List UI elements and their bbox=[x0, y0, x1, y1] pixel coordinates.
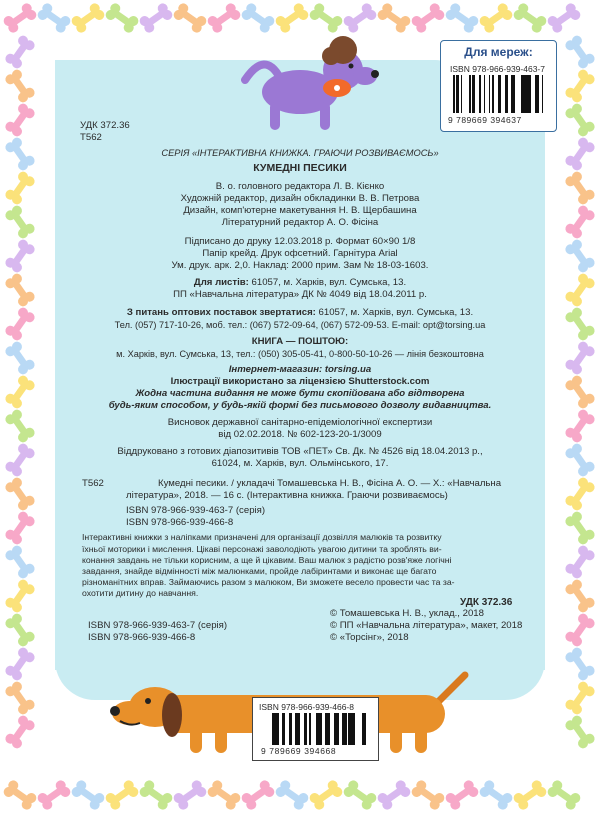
annotation-line: їхньої моторики і мислення. Цікаві персонажі заволодіють увагою дитини та зроблять ви- bbox=[82, 544, 442, 554]
copy-warning: будь-яким способом, у будь-якій формі без письмового дозволу видавництва. bbox=[108, 400, 492, 411]
barcode-bar bbox=[272, 713, 274, 745]
barcode-bar bbox=[325, 713, 326, 745]
bone-decoration bbox=[3, 102, 36, 139]
annotation-line: різноманітних вправ. Займаючись разом з малюком, Ви зможете весело провести час та за- bbox=[82, 577, 455, 587]
bone-decoration bbox=[70, 778, 107, 811]
bone-decoration bbox=[342, 778, 379, 811]
bone-decoration bbox=[3, 340, 36, 377]
isbn-top-digits: 9 789669 394637 bbox=[448, 115, 522, 125]
credit-line: Дизайн, комп'ютерне макетування Н. В. Щербашина bbox=[183, 205, 417, 216]
barcode-bar bbox=[521, 75, 522, 113]
barcode-bar bbox=[350, 713, 352, 745]
catalog-code: Т562 bbox=[82, 478, 104, 489]
bone-decoration bbox=[563, 374, 596, 411]
bone-decoration bbox=[3, 442, 36, 479]
bone-decoration bbox=[444, 778, 481, 811]
catalog-isbn: ISBN 978-966-939-463-7 (серія) bbox=[126, 505, 266, 516]
mail-label: КНИГА — ПОШТОЮ: bbox=[251, 336, 349, 347]
bone-decoration bbox=[3, 680, 36, 717]
credit-line: В. о. головного редактора Л. В. Кієнко bbox=[215, 181, 385, 192]
bone-decoration bbox=[546, 778, 583, 811]
license-line: Ілюстрації використано за ліцензією Shutterstock.com bbox=[170, 376, 430, 387]
bone-decoration bbox=[3, 374, 36, 411]
annotation-line: конання завдань не тільки корисним, а ще й цікавим. Ваш малюк з радістю розв'яже логічні bbox=[82, 555, 452, 565]
barcode-bar bbox=[461, 75, 462, 113]
bone-decoration bbox=[563, 442, 596, 479]
bone-decoration bbox=[3, 34, 36, 71]
print-line: Підписано до друку 12.03.2018 р. Формат 60×90 1/8 bbox=[184, 236, 416, 247]
barcode-bar bbox=[337, 713, 339, 745]
barcode-bar bbox=[538, 75, 539, 113]
bone-decoration bbox=[563, 272, 596, 309]
barcode-bar bbox=[489, 75, 490, 113]
barcode-bar bbox=[492, 75, 493, 113]
bone-decoration bbox=[240, 778, 277, 811]
bone-decoration bbox=[3, 68, 36, 105]
bone-decoration bbox=[478, 778, 515, 811]
isbn-bottom-box bbox=[252, 697, 379, 761]
book-title: КУМЕДНІ ПЕСИКИ bbox=[253, 162, 347, 174]
bone-decoration bbox=[512, 1, 549, 34]
purple-dog-illustration bbox=[225, 30, 385, 140]
series-title: СЕРІЯ «ІНТЕРАКТИВНА КНИЖКА. ГРАЮЧИ РОЗВИВАЄМОСЬ» bbox=[161, 148, 439, 158]
letters-line bbox=[55, 277, 545, 289]
catalog-line: Кумедні песики. / укладачі Томашевська Н. В., Фісіна А. О. — Х.: «Навчальна bbox=[158, 478, 502, 489]
barcode-bar bbox=[352, 713, 355, 745]
bone-decoration bbox=[3, 510, 36, 547]
catalog-isbn: ISBN 978-966-939-466-8 bbox=[126, 517, 234, 528]
barcode-bar bbox=[320, 713, 322, 745]
bone-decoration bbox=[3, 306, 36, 343]
barcode-bar bbox=[309, 713, 310, 745]
letters-label: Для листів: bbox=[193, 277, 249, 288]
bone-decoration bbox=[138, 778, 175, 811]
barcode-bar bbox=[342, 713, 345, 745]
network-label: Для мереж: bbox=[464, 45, 533, 59]
bottom-isbn: ISBN 978-966-939-463-7 (серія) bbox=[88, 620, 228, 631]
bone-decoration bbox=[563, 102, 596, 139]
barcode-bar bbox=[297, 713, 299, 745]
wholesale-line bbox=[55, 307, 545, 319]
bone-decoration bbox=[36, 1, 73, 34]
printed-line: 61024, м. Харків, вул. Ольмінського, 17. bbox=[211, 458, 389, 469]
bone-decoration bbox=[478, 1, 515, 34]
copyright-line: © «Торсінг», 2018 bbox=[330, 632, 409, 643]
barcode-bar bbox=[304, 713, 307, 745]
bone-decoration bbox=[3, 714, 36, 751]
print-line: Папір крейд. Друк офсетний. Гарнітура Arial bbox=[202, 248, 398, 259]
barcode-bar bbox=[282, 713, 285, 745]
bone-decoration bbox=[172, 1, 209, 34]
bone-decoration bbox=[410, 778, 447, 811]
copyright-line: © Томашевська Н. В., уклад., 2018 bbox=[330, 608, 484, 619]
bone-decoration bbox=[3, 170, 36, 207]
wholesale-address: 61057, м. Харків, вул. Сумська, 13. bbox=[315, 307, 474, 318]
bone-decoration bbox=[70, 1, 107, 34]
bone-decoration bbox=[563, 714, 596, 751]
bone-decoration bbox=[563, 578, 596, 615]
bone-decoration bbox=[563, 136, 596, 173]
bone-decoration bbox=[410, 1, 447, 34]
barcode-bar bbox=[274, 713, 277, 745]
annotation-line: охотити дитину до навчання. bbox=[82, 588, 199, 598]
barcode-bar bbox=[542, 75, 543, 113]
barcode-bar bbox=[472, 75, 475, 113]
barcode-bar bbox=[453, 75, 455, 113]
bone-decoration bbox=[563, 238, 596, 275]
barcode-bar bbox=[345, 713, 347, 745]
bone-decoration bbox=[563, 680, 596, 717]
bone-decoration bbox=[308, 778, 345, 811]
barcode-bar bbox=[511, 75, 513, 113]
bone-decoration bbox=[546, 1, 583, 34]
barcode-bar bbox=[456, 75, 458, 113]
barcode-bar bbox=[299, 713, 300, 745]
annotation-line: Інтерактивні книжки з наліпками призначені для організації дозвілля малюків та розвитку bbox=[82, 532, 442, 542]
catalog-code: Т562 bbox=[80, 132, 102, 143]
isbn-top-text: ISBN 978-966-939-463-7 bbox=[450, 64, 545, 74]
barcode-bar bbox=[316, 713, 317, 745]
barcode-bar bbox=[326, 713, 329, 745]
barcode-bar bbox=[505, 75, 508, 113]
bone-decoration bbox=[563, 646, 596, 683]
barcode-bar bbox=[296, 713, 297, 745]
bone-decoration bbox=[3, 136, 36, 173]
copyright-line: © ПП «Навчальна література», макет, 2018 bbox=[330, 620, 523, 631]
network-isbn-box bbox=[440, 40, 557, 132]
bone-decoration bbox=[563, 340, 596, 377]
bone-decoration bbox=[563, 34, 596, 71]
bone-decoration bbox=[3, 578, 36, 615]
bone-decoration bbox=[3, 476, 36, 513]
barcode-bar bbox=[513, 75, 515, 113]
shop-line: Інтернет-магазин: torsing.ua bbox=[228, 364, 372, 375]
bone-decoration bbox=[104, 778, 141, 811]
bone-decoration bbox=[3, 272, 36, 309]
bone-decoration bbox=[3, 646, 36, 683]
barcode-bar bbox=[493, 75, 494, 113]
barcode-bar bbox=[535, 75, 538, 113]
bone-decoration bbox=[3, 204, 36, 241]
bone-decoration bbox=[563, 306, 596, 343]
barcode-bar bbox=[528, 75, 531, 113]
barcode-bar bbox=[484, 75, 485, 113]
bone-decoration bbox=[274, 778, 311, 811]
barcode-bar bbox=[317, 713, 320, 745]
bone-decoration bbox=[563, 408, 596, 445]
bone-decoration bbox=[2, 778, 39, 811]
print-line: Ум. друк. арк. 2,0. Наклад: 2000 прим. Зам № 18-03-1603. bbox=[171, 260, 429, 271]
barcode-bar bbox=[469, 75, 471, 113]
barcode-bar bbox=[458, 75, 459, 113]
barcode-bar bbox=[363, 713, 366, 745]
bone-decoration bbox=[3, 408, 36, 445]
annotation-line: завдання, знайде відмінності між малюнками, пройде лабіринтами и виконає ще багато bbox=[82, 566, 437, 576]
bone-decoration bbox=[104, 1, 141, 34]
barcode-bar bbox=[334, 713, 337, 745]
isbn-bottom-digits: 9 789669 394668 bbox=[261, 746, 337, 756]
copy-warning: Жодна частина видання не може бути скопійована або відтворена bbox=[135, 388, 465, 399]
mail-contacts: м. Харків, вул. Сумська, 13, тел.: (050) 305-05-41, 0-800-50-10-26 — лінія безкоштовна bbox=[116, 349, 484, 359]
barcode-bar bbox=[348, 713, 350, 745]
barcode-bar bbox=[310, 713, 311, 745]
bottom-isbn: ISBN 978-966-939-466-8 bbox=[88, 632, 196, 643]
bone-decoration bbox=[563, 68, 596, 105]
bone-decoration bbox=[563, 544, 596, 581]
wholesale-contacts: Тел. (057) 717-10-26, моб. тел.: (067) 572-09-64, (067) 572-09-53. E-mail: opt@torsing.ua bbox=[114, 320, 486, 330]
barcode-bar bbox=[525, 75, 528, 113]
bone-decoration bbox=[138, 1, 175, 34]
barcode-bar bbox=[289, 713, 292, 745]
barcode-bar bbox=[277, 713, 279, 745]
isbn-bottom-text: ISBN 978-966-939-466-8 bbox=[259, 702, 354, 712]
barcode-top bbox=[453, 75, 545, 113]
bone-decoration bbox=[563, 510, 596, 547]
expertise-line: Висновок державної санітарно-епідеміологічної експертизи bbox=[167, 417, 433, 428]
printed-line: Віддруковано з готових діапозитивів ТОВ «ПЕТ» Св. Дк. № 4526 від 18.04.2013 р., bbox=[117, 446, 483, 457]
bone-decoration bbox=[444, 1, 481, 34]
bone-decoration bbox=[512, 778, 549, 811]
expertise-line: від 02.02.2018. № 602-123-20-1/3009 bbox=[218, 429, 382, 440]
barcode-bar bbox=[479, 75, 481, 113]
barcode-bottom bbox=[263, 713, 368, 745]
bone-decoration bbox=[3, 612, 36, 649]
credit-line: Художній редактор, дизайн обкладинки В. В. Петрова bbox=[180, 193, 420, 204]
barcode-bar bbox=[295, 713, 296, 745]
bone-decoration bbox=[172, 778, 209, 811]
catalog-line: література», 2018. — 16 с. (Інтерактивна книжка. Граючи розвиваємось) bbox=[126, 490, 448, 501]
barcode-bar bbox=[522, 75, 525, 113]
udk-code: УДК 372.36 bbox=[80, 120, 130, 131]
letters-license: ПП «Навчальна література» ДК № 4049 від 18.04.2011 р. bbox=[173, 289, 427, 300]
bone-decoration bbox=[36, 778, 73, 811]
credit-line: Літературний редактор А. О. Фісіна bbox=[221, 217, 379, 228]
bone-decoration bbox=[206, 778, 243, 811]
bone-decoration bbox=[563, 476, 596, 513]
bone-decoration bbox=[3, 544, 36, 581]
udk-bottom: УДК 372.36 bbox=[460, 597, 513, 608]
bone-decoration bbox=[563, 612, 596, 649]
bone-decoration bbox=[3, 238, 36, 275]
barcode-bar bbox=[329, 713, 330, 745]
bone-decoration bbox=[376, 778, 413, 811]
bone-decoration bbox=[563, 170, 596, 207]
bone-decoration bbox=[563, 204, 596, 241]
letters-address: 61057, м. Харків, вул. Сумська, 13. bbox=[248, 277, 407, 288]
bone-decoration bbox=[2, 1, 39, 34]
wholesale-label: З питань оптових поставок звертатися: bbox=[126, 307, 316, 318]
barcode-bar bbox=[498, 75, 501, 113]
barcode-bar bbox=[362, 713, 363, 745]
